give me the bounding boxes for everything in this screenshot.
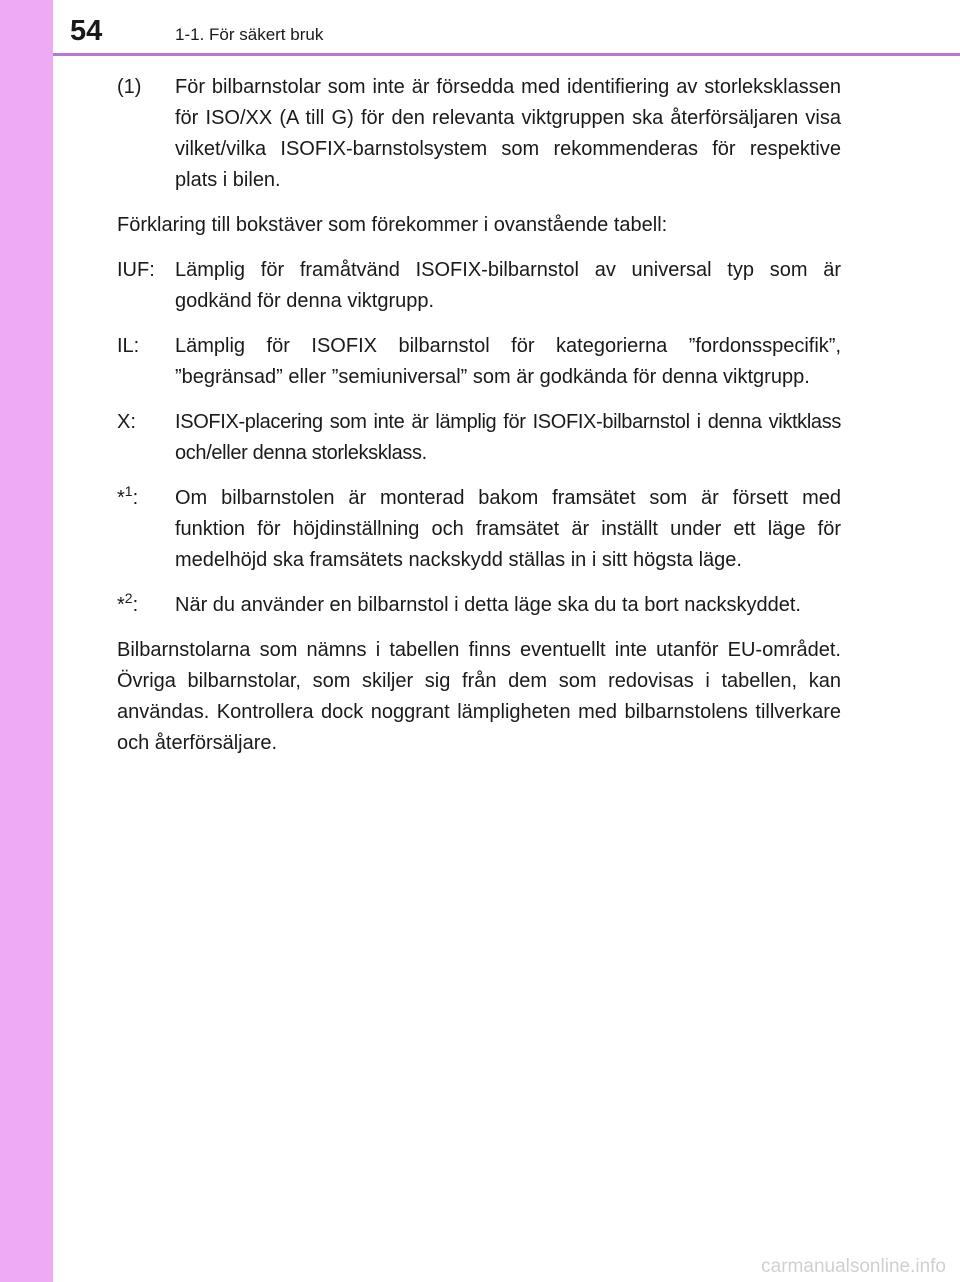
legend-key: IL: (117, 335, 140, 357)
page-number: 54 (70, 15, 103, 47)
footnote-suffix: : (132, 487, 139, 509)
footnote-key (117, 483, 175, 576)
footnote-suffix: : (132, 594, 139, 616)
closing-paragraph: Bilbarnstolarna som nämns i tabellen finns eventuellt inte utanför EU-området. Övriga bilbarnstolar, som skiljer sig från dem som redovisas i tabellen, kan användas. Kontrollera dock noggrant lämpligheten med bilbarnstolens tillverkare och återförsäljare. (117, 639, 841, 754)
side-tab-strip (0, 0, 53, 1282)
legend-text: ISOFIX-placering som inte är lämplig för ISOFIX-bilbarnstol i denna viktklass och/eller denna storleksklass. (175, 411, 841, 464)
footnote-item-2 (117, 590, 841, 621)
header-divider (53, 53, 960, 56)
footnote-text: Om bilbarnstolen är monterad bakom framsätet som är försett med funktion för höjdinställning och framsätet är inställt under ett läge för medelhöjd ska framsätets nackskydd ställas in i sitt högsta läge. (175, 487, 841, 571)
note-key: (1) (117, 76, 142, 98)
legend-item-x (117, 407, 841, 469)
footnote-number: 2 (124, 590, 133, 606)
watermark-text: carmanualsonline.info (761, 1256, 946, 1277)
legend-key: IUF: (117, 259, 155, 281)
legend-intro: Förklaring till bokstäver som förekommer i ovanstående tabell: (117, 214, 668, 236)
legend-text: Lämplig för framåtvänd ISOFIX-bilbarnstol av universal typ som är godkänd för denna viktgrupp. (175, 259, 841, 312)
footnote-text: När du använder en bilbarnstol i detta läge ska du ta bort nackskyddet. (175, 594, 801, 616)
legend-item-iuf (117, 255, 841, 317)
legend-key: X: (117, 411, 136, 433)
footnote-marker: * (117, 594, 125, 616)
page-content (117, 72, 841, 773)
footnote-marker: * (117, 487, 125, 509)
footnote-number: 1 (124, 483, 133, 499)
legend-item-il (117, 331, 841, 393)
section-title: 1-1. För säkert bruk (175, 25, 324, 44)
footnote-key (117, 590, 175, 621)
note-item (117, 72, 841, 196)
note-text: För bilbarnstolar som inte är försedda med identifiering av storleksklassen för ISO/XX (A till G) för den relevanta viktgruppen ska återförsäljaren visa vilket/vilka ISOFIX-barnstolsystem som rekommenderas för respektive plats i bilen. (175, 76, 841, 191)
footnote-item-1 (117, 483, 841, 576)
legend-text: Lämplig för ISOFIX bilbarnstol för kategorierna ”fordonsspecifik”, ”begränsad” eller ”semiuniversal” som är godkända för denna viktgrupp. (175, 335, 841, 388)
